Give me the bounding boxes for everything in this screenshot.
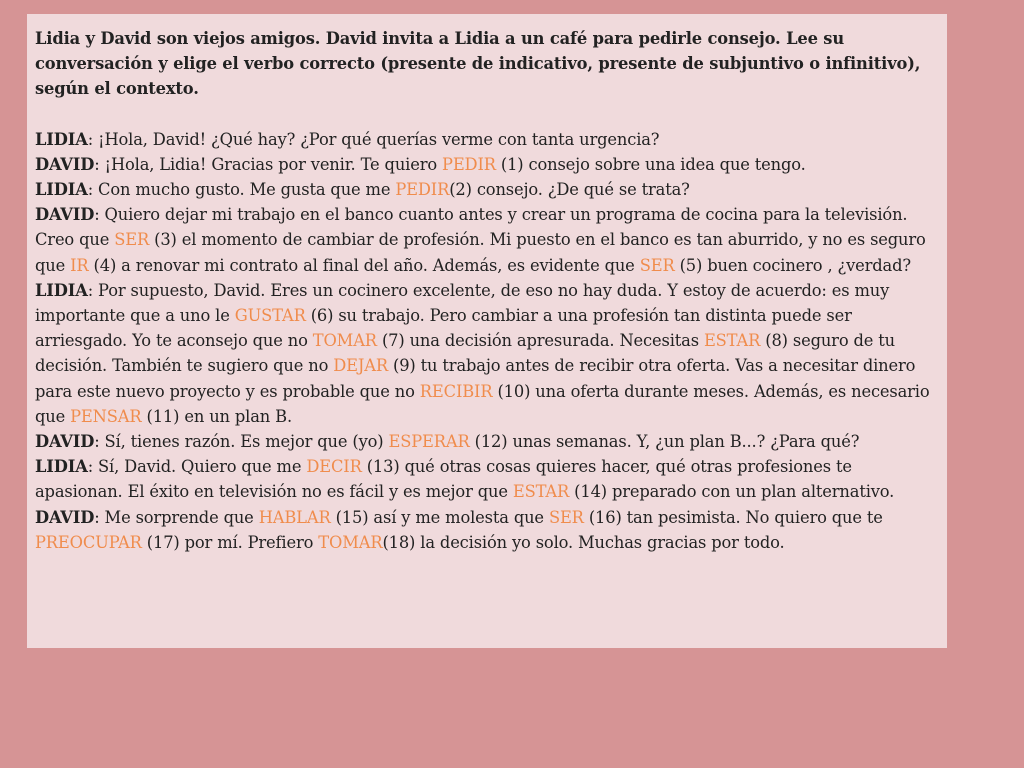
verb-prompt: PEDIR [442, 154, 496, 174]
dialogue-text: : Sí, David. Quiero que me [87, 457, 307, 477]
verb-prompt: IR [70, 255, 89, 275]
verb-prompt: PREOCUPAR [35, 532, 142, 552]
exercise-instructions: Lidia y David son viejos amigos. David invita a Lidia a un café para pedirle consejo. Lee su conversación y elige el verbo correcto (presente de indicativo, presente de subjuntivo o infinitivo), según el contexto. [35, 29, 921, 99]
dialogue-text: (8) seguro de tu decisión. También te sugiero que no [35, 331, 896, 376]
dialogue-line [35, 278, 937, 429]
verb-prompt: SER [114, 230, 150, 250]
speaker-name: LIDIA [35, 129, 88, 149]
dialogue-line [35, 505, 937, 555]
dialogue-text: : ¡Hola, David! ¿Qué hay? ¿Por qué querías verme con tanta urgencia? [87, 129, 660, 149]
speaker-name: DAVID [35, 432, 95, 452]
speaker-name: LIDIA [35, 280, 88, 300]
dialogue-text: (4) a renovar mi contrato al final del año. Además, es evidente que [88, 255, 640, 275]
verb-prompt: PENSAR [70, 406, 142, 426]
speaker-name: DAVID [35, 154, 95, 174]
dialogue-text: : Sí, tienes razón. Es mejor que (yo) [94, 432, 389, 452]
verb-prompt: GUSTAR [234, 306, 306, 326]
dialogue-text: (7) una decisión apresurada. Necesitas [376, 331, 704, 351]
verb-prompt: SER [639, 255, 675, 275]
exercise-card [27, 14, 947, 648]
dialogue-text: (13) qué otras cosas quieres hacer, qué otras profesiones te apasionan. El éxito en televisión no es fácil y es mejor que [35, 457, 852, 502]
verb-prompt: SER [548, 507, 584, 527]
speaker-name: DAVID [35, 205, 95, 225]
dialogue-text: (17) por mí. Prefiero [141, 532, 319, 552]
dialogue-text: (18) la decisión yo solo. Muchas gracias por todo. [382, 532, 785, 552]
dialogue-text: (3) el momento de cambiar de profesión. Mi puesto en el banco es tan aburrido, y no es seguro que [35, 230, 926, 275]
dialogue-text: (1) consejo sobre una idea que tengo. [495, 154, 806, 174]
dialogue-text: (6) su trabajo. Pero cambiar a una profesión tan distinta puede ser arriesgado. Yo te aconsejo que no [35, 306, 852, 351]
verb-prompt: ESTAR [703, 331, 761, 351]
dialogue-text: (2) consejo. ¿De qué se trata? [449, 180, 690, 200]
verb-prompt: DEJAR [333, 356, 388, 376]
dialogue-text: (5) buen cocinero , ¿verdad? [674, 255, 911, 275]
verb-prompt: TOMAR [318, 532, 383, 552]
verb-prompt: PEDIR [395, 180, 450, 200]
dialogue-line [35, 152, 937, 177]
dialogue-text: : Quiero dejar mi trabajo en el banco cuanto antes y crear un programa de cocina para la televisión. Creo que [35, 205, 908, 250]
paragraph-spacer [35, 102, 937, 127]
verb-prompt: ESPERAR [388, 432, 470, 452]
dialogue-text: (11) en un plan B. [141, 406, 292, 426]
dialogue-text: : ¡Hola, Lidia! Gracias por venir. Te quiero [94, 154, 443, 174]
verb-prompt: ESTAR [512, 482, 570, 502]
verb-prompt: RECIBIR [419, 381, 493, 401]
dialogue-text: : Me sorprende que [94, 507, 259, 527]
speaker-name: LIDIA [35, 180, 88, 200]
dialogue-text: (9) tu trabajo antes de recibir otra oferta. Vas a necesitar dinero para este nuevo proyecto y es probable que no [35, 356, 916, 401]
dialogue-text: (12) unas semanas. Y, ¿un plan B...? ¿Para qué? [469, 432, 860, 452]
dialogue-line [35, 127, 937, 152]
dialogue-text: (15) así y me molesta que [330, 507, 549, 527]
verb-prompt: HABLAR [258, 507, 331, 527]
dialogue-line [35, 454, 937, 504]
verb-prompt: DECIR [306, 457, 362, 477]
dialogue-text: (10) una oferta durante meses. Además, es necesario que [35, 381, 930, 426]
speaker-name: LIDIA [35, 457, 88, 477]
dialogue [35, 127, 937, 555]
dialogue-text: : Con mucho gusto. Me gusta que me [87, 180, 396, 200]
dialogue-line [35, 202, 937, 278]
dialogue-text: : Por supuesto, David. Eres un cocinero excelente, de eso no hay duda. Y estoy de acuerdo: es muy importante que a uno le [35, 280, 890, 326]
speaker-name: DAVID [35, 507, 95, 527]
dialogue-text: (14) preparado con un plan alternativo. [569, 482, 895, 502]
dialogue-line [35, 429, 937, 454]
dialogue-text: (16) tan pesimista. No quiero que te [583, 507, 883, 527]
verb-prompt: TOMAR [312, 331, 377, 351]
dialogue-line [35, 177, 937, 202]
